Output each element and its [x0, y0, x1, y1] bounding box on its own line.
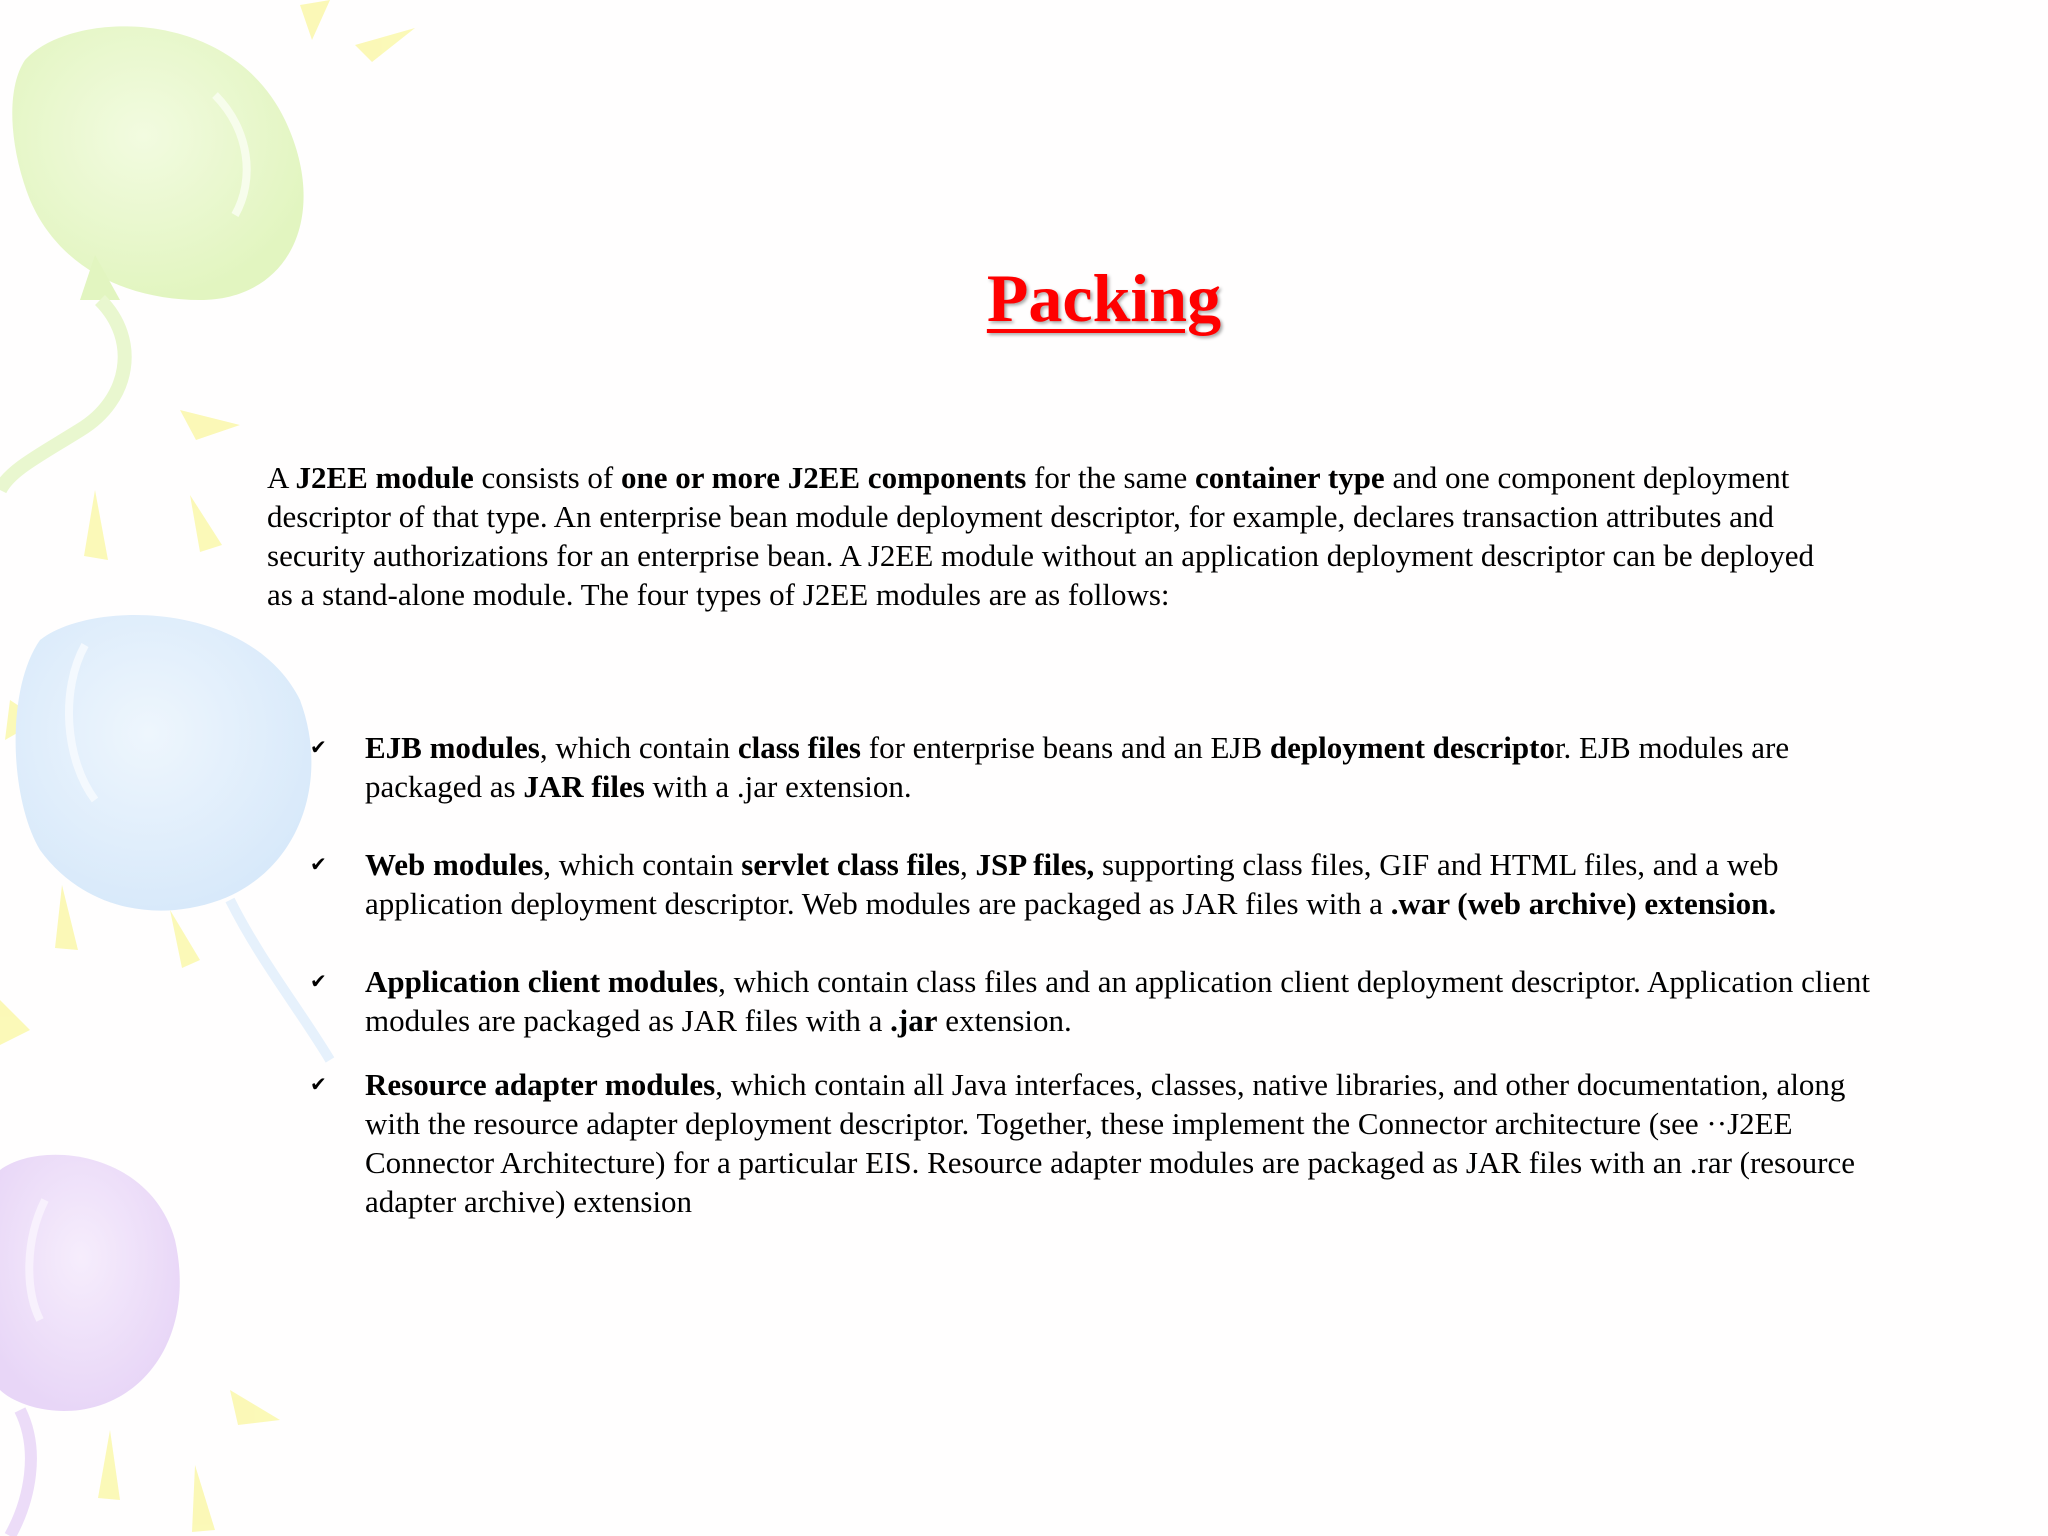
- list-item-text: [365, 730, 1789, 804]
- text-run: consists of: [473, 460, 621, 495]
- bold-term: J2EE module: [295, 460, 474, 495]
- bold-term: JSP files,: [975, 847, 1095, 882]
- text-run: and one component deployment descriptor of that type. An enterprise bean module deployment descriptor, for example, declares transaction attributes and security authorizations for an enterprise bean. A J2EE module without an application deployment descriptor can be deployed as a stand-alone module. The four types of J2EE modules are as follows:: [267, 460, 1814, 612]
- text-run: with a .jar extension.: [644, 769, 912, 804]
- list-item-text: [365, 964, 1870, 1038]
- text-run: , which contain class files and an application client deployment descriptor. Application client modules are packaged as JAR files with a: [365, 964, 1870, 1038]
- text-run: extension.: [937, 1003, 1072, 1038]
- list-item-ejb-modules: [310, 728, 1890, 806]
- bold-term: deployment descripto: [1269, 730, 1555, 765]
- text-run: , which contain all Java interfaces, classes, native libraries, and other documentation, along with the resource adapter deployment descriptor. Together, these implement the Connector architecture (see ··J2EE Connector Architecture) for a particular EIS. Resource adapter modules are packaged as JAR files with an .rar (resource adapter archive) extension: [365, 1067, 1855, 1219]
- text-run: supporting class files, GIF and HTML files, and a web application deployment descriptor. Web modules are packaged as JAR files with a: [365, 847, 1779, 921]
- bold-term: servlet class files: [741, 847, 960, 882]
- module-types-list: [310, 728, 1890, 1221]
- check-mark-icon: ✔: [310, 852, 327, 876]
- text-run: r. EJB modules are packaged as: [365, 730, 1790, 804]
- bold-term: class files: [737, 730, 861, 765]
- check-mark-icon: ✔: [310, 735, 327, 759]
- text-run: for enterprise beans and an EJB: [861, 730, 1270, 765]
- list-item-text: [365, 847, 1778, 921]
- bold-term: one or more J2EE components: [620, 460, 1027, 495]
- text-run: , which contain: [539, 730, 738, 765]
- bold-term: Resource adapter modules: [365, 1067, 716, 1102]
- bold-term: container type: [1194, 460, 1385, 495]
- bold-term: Web modules: [365, 847, 544, 882]
- text-run: ,: [959, 847, 976, 882]
- check-mark-icon: ✔: [310, 969, 327, 993]
- list-item-application-client-modules: [310, 962, 1890, 1040]
- bold-term: .jar: [890, 1003, 938, 1038]
- bold-term: Application client modules: [365, 964, 719, 999]
- slide-title: Packing: [986, 260, 1222, 336]
- bold-term: .war (web archive) extension.: [1390, 886, 1777, 921]
- text-run: , which contain: [543, 847, 742, 882]
- list-item-web-modules: [310, 845, 1890, 923]
- list-item-resource-adapter-modules: [310, 1065, 1890, 1221]
- list-item-text: [365, 1067, 1855, 1219]
- bold-term: JAR files: [523, 769, 645, 804]
- text-run: for the same: [1026, 460, 1195, 495]
- intro-paragraph: [267, 458, 1827, 614]
- check-mark-icon: ✔: [310, 1072, 327, 1096]
- text-run: A: [267, 460, 296, 495]
- bold-term: EJB modules: [365, 730, 540, 765]
